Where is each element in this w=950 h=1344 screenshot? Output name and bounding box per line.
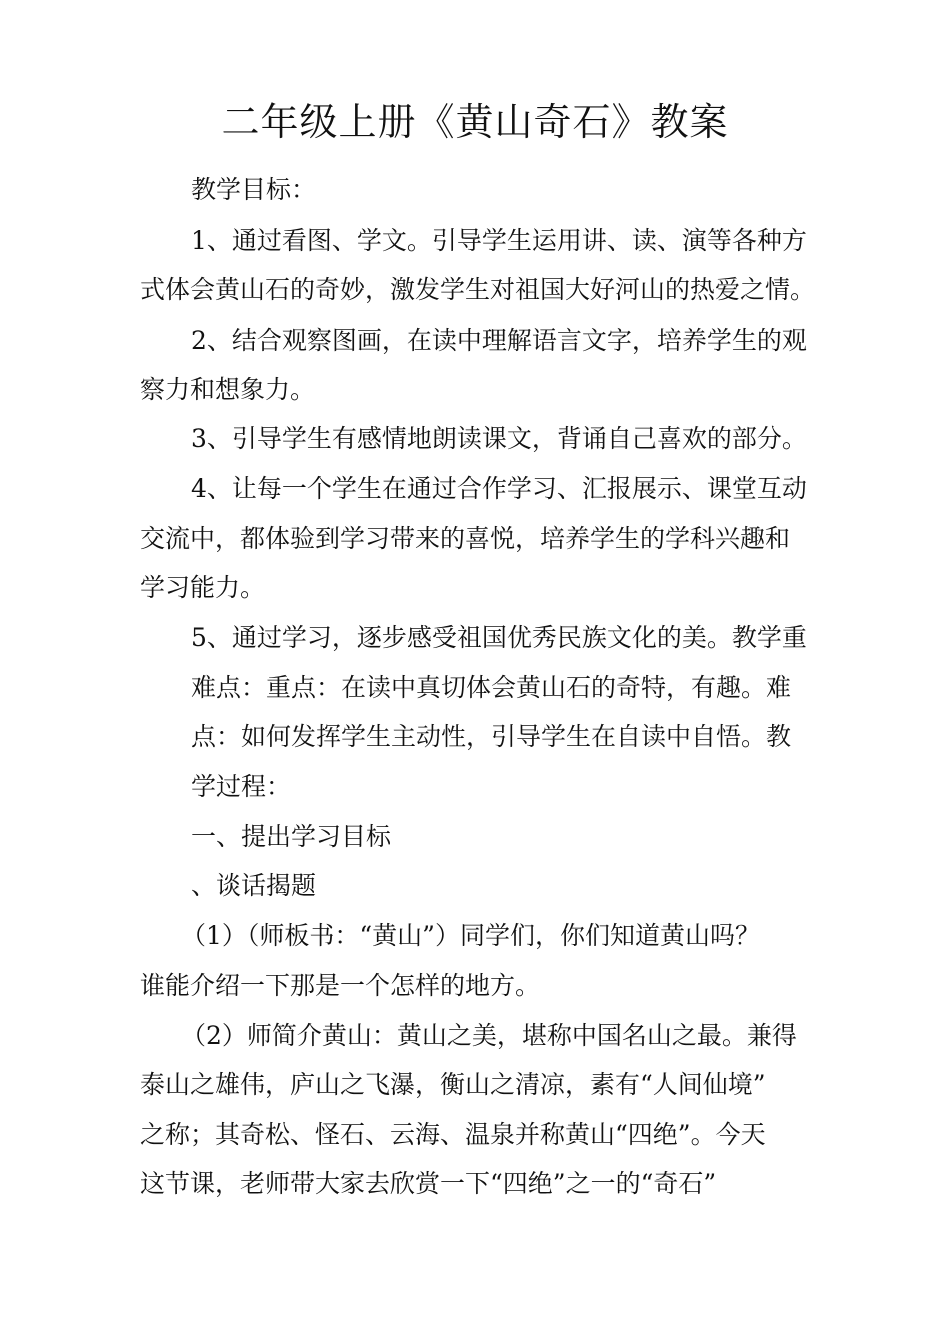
document-title: 二年级上册《黄山奇石》教案 — [221, 100, 729, 144]
text-line: 点：如何发挥学生主动性，引导学生在自读中自悟。教 — [191, 722, 792, 751]
text-line: （2）师简介黄山：黄山之美，堪称中国名山之最。兼得 — [181, 1021, 797, 1050]
text-line: 教学目标： — [191, 175, 317, 204]
text-line: 学过程： — [191, 772, 292, 801]
text-line: 2、结合观察图画，在读中理解语言文字，培养学生的观 — [191, 326, 807, 355]
text-line: 3、引导学生有感情地朗读课文，背诵自己喜欢的部分。 — [191, 424, 807, 453]
text-line: 察力和想象力。 — [140, 375, 316, 404]
text-line: 之称；其奇松、怪石、云海、温泉并称黄山“四绝”。今天 — [140, 1120, 766, 1149]
text-line: （1）（师板书：“黄山”）同学们，你们知道黄山吗？ — [181, 921, 760, 950]
text-line: 式体会黄山石的奇妙，激发学生对祖国大好河山的热爱之情。 — [140, 275, 816, 304]
text-line: 难点：重点：在读中真切体会黄山石的奇特，有趣。难 — [191, 673, 792, 702]
text-line: 谁能介绍一下那是一个怎样的地方。 — [140, 971, 541, 1000]
text-line: 、谈话揭题 — [191, 871, 317, 900]
text-line: 1、通过看图、学文。引导学生运用讲、读、演等各种方 — [191, 226, 807, 255]
text-line: 学习能力。 — [140, 573, 266, 602]
text-line: 4、让每一个学生在通过合作学习、汇报展示、课堂互动 — [191, 474, 807, 503]
text-line: 交流中，都体验到学习带来的喜悦，培养学生的学科兴趣和 — [140, 524, 791, 553]
text-line: 一、提出学习目标 — [191, 822, 392, 851]
text-line: 这节课，老师带大家去欣赏一下“四绝”之一的“奇石” — [140, 1169, 717, 1198]
text-line: 5、通过学习，逐步感受祖国优秀民族文化的美。教学重 — [191, 623, 807, 652]
text-line: 泰山之雄伟，庐山之飞瀑，衡山之清凉，素有“人间仙境” — [140, 1070, 766, 1099]
